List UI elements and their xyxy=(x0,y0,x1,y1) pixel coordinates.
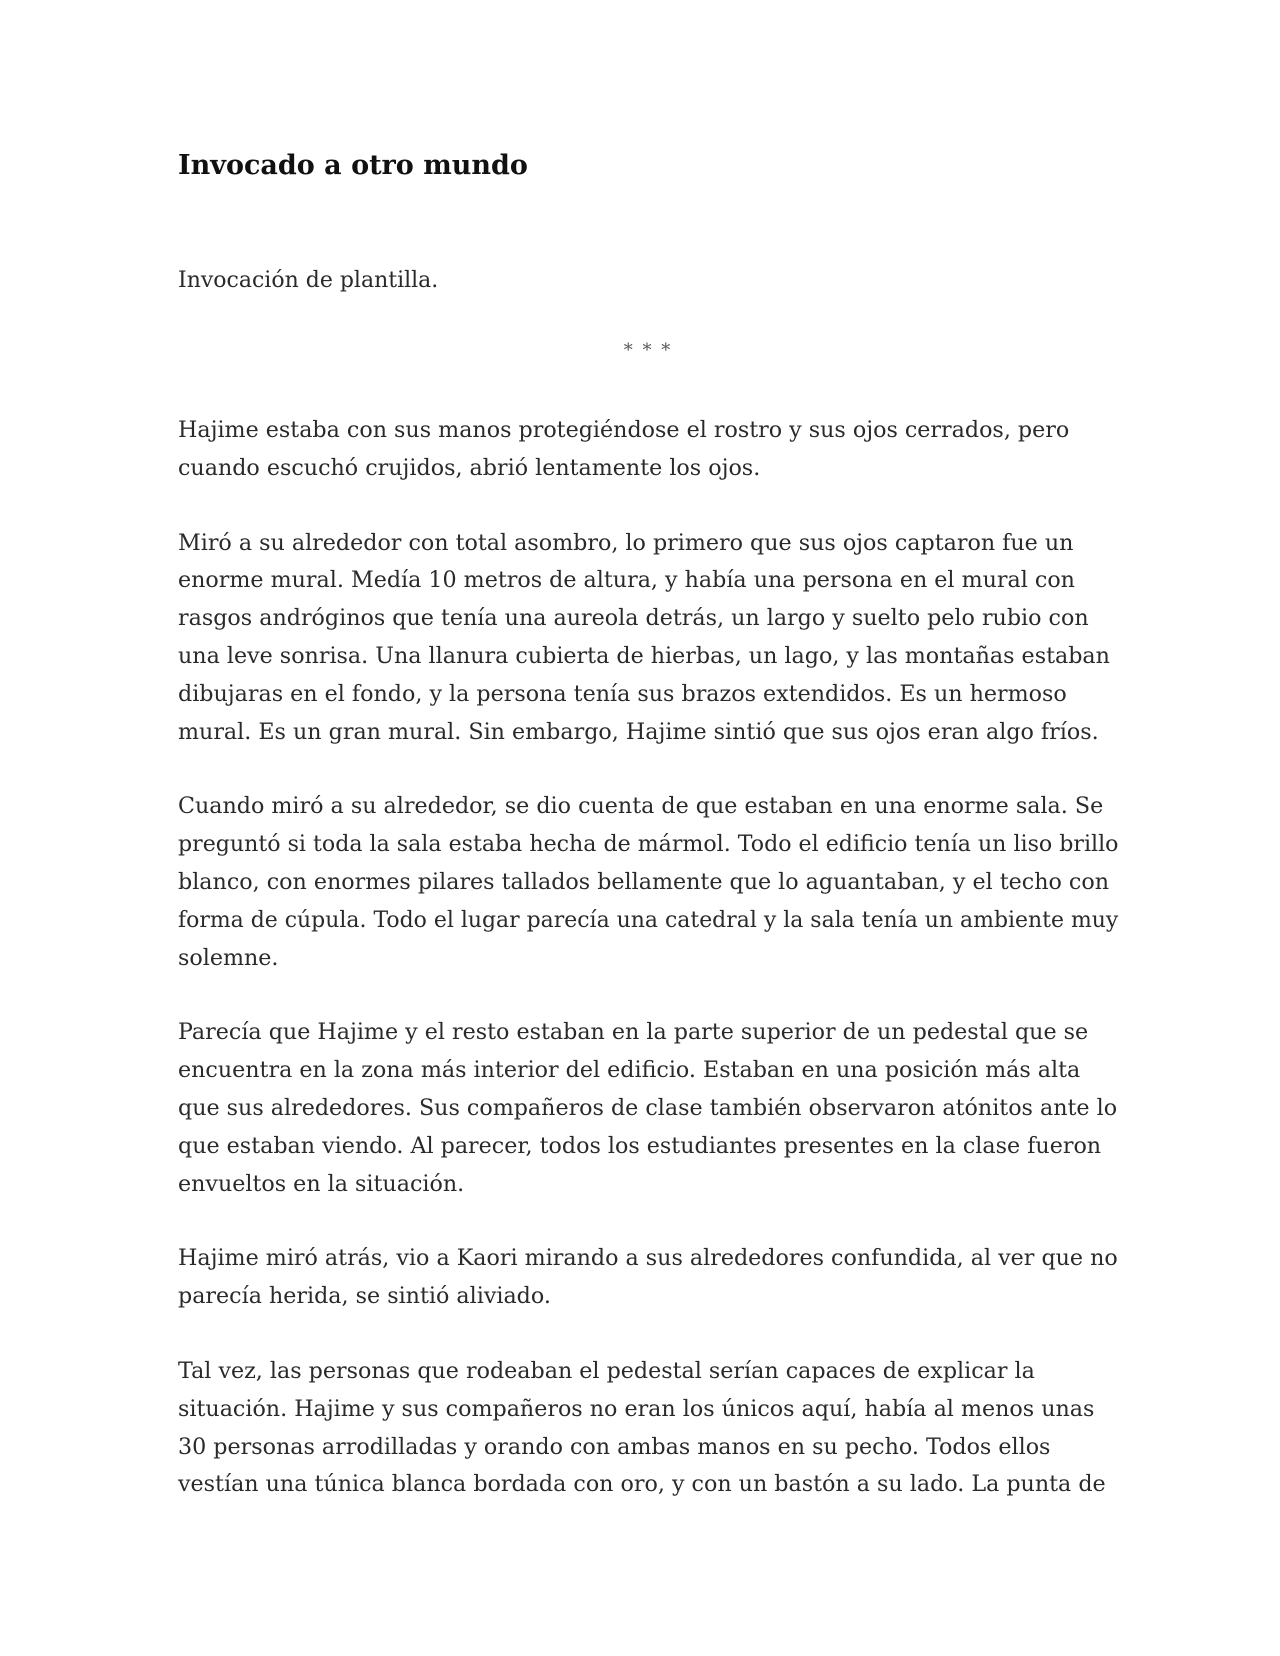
text-line: preguntó si toda la sala estaba hecha de mármol. Todo el edificio tenía un liso brillo xyxy=(178,831,1119,858)
chapter-title: Invocado a otro mundo xyxy=(178,150,528,181)
chapter-subtitle: Invocación de plantilla. xyxy=(178,268,439,293)
text-line: Cuando miró a su alrededor, se dio cuenta de que estaban en una enorme sala. Se xyxy=(178,793,1104,820)
body-text xyxy=(178,412,1118,1541)
paragraph xyxy=(178,525,1118,752)
paragraph xyxy=(178,1014,1118,1203)
text-line: Hajime miró atrás, vio a Kaori mirando a sus alrededores confundida, al ver que no xyxy=(178,1245,1118,1272)
text-line: rasgos andróginos que tenía una aureola detrás, un largo y suelto pelo rubio con xyxy=(178,605,1089,632)
text-line: encuentra en la zona más interior del edificio. Estaban en una posición más alta xyxy=(178,1057,1081,1084)
text-line: enorme mural. Medía 10 metros de altura, y había una persona en el mural con xyxy=(178,567,1075,594)
text-line: 30 personas arrodilladas y orando con ambas manos en su pecho. Todos ellos xyxy=(178,1433,1051,1460)
paragraph xyxy=(178,1240,1118,1316)
text-line: cuando escuchó crujidos, abrió lentamente los ojos. xyxy=(178,454,761,481)
text-line: parecía herida, se sintió aliviado. xyxy=(178,1283,551,1310)
text-line: situación. Hajime y sus compañeros no eran los únicos aquí, había al menos unas xyxy=(178,1395,1095,1422)
paragraph xyxy=(178,1353,1118,1504)
text-line: mural. Es un gran mural. Sin embargo, Hajime sintió que sus ojos eran algo fríos. xyxy=(178,718,1099,745)
text-line: que estaban viendo. Al parecer, todos los estudiantes presentes en la clase fueron xyxy=(178,1132,1102,1159)
paragraph xyxy=(178,788,1118,977)
text-line: vestían una túnica blanca bordada con oro, y con un bastón a su lado. La punta de xyxy=(178,1471,1106,1498)
text-line: envueltos en la situación. xyxy=(178,1170,465,1197)
text-line: Hajime estaba con sus manos protegiéndose el rostro y sus ojos cerrados, pero xyxy=(178,417,1070,443)
section-separator: * * * xyxy=(623,340,673,361)
text-line: forma de cúpula. Todo el lugar parecía una catedral y la sala tenía un ambiente muy xyxy=(178,906,1119,933)
text-line: una leve sonrisa. Una llanura cubierta de hierbas, un lago, y las montañas estaban xyxy=(178,642,1110,669)
text-line: Miró a su alrededor con total asombro, lo primero que sus ojos captaron fue un xyxy=(178,529,1074,556)
text-line: solemne. xyxy=(178,944,279,971)
paragraph xyxy=(178,412,1118,488)
text-line: que sus alrededores. Sus compañeros de clase también observaron atónitos ante lo xyxy=(178,1094,1118,1121)
text-line: Parecía que Hajime y el resto estaban en la parte superior de un pedestal que se xyxy=(178,1019,1089,1046)
text-line: dibujaras en el fondo, y la persona tenía sus brazos extendidos. Es un hermoso xyxy=(178,680,1067,707)
text-line: blanco, con enormes pilares tallados bellamente que lo aguantaban, y el techo con xyxy=(178,868,1110,895)
text-line: Tal vez, las personas que rodeaban el pedestal serían capaces de explicar la xyxy=(178,1357,1035,1384)
